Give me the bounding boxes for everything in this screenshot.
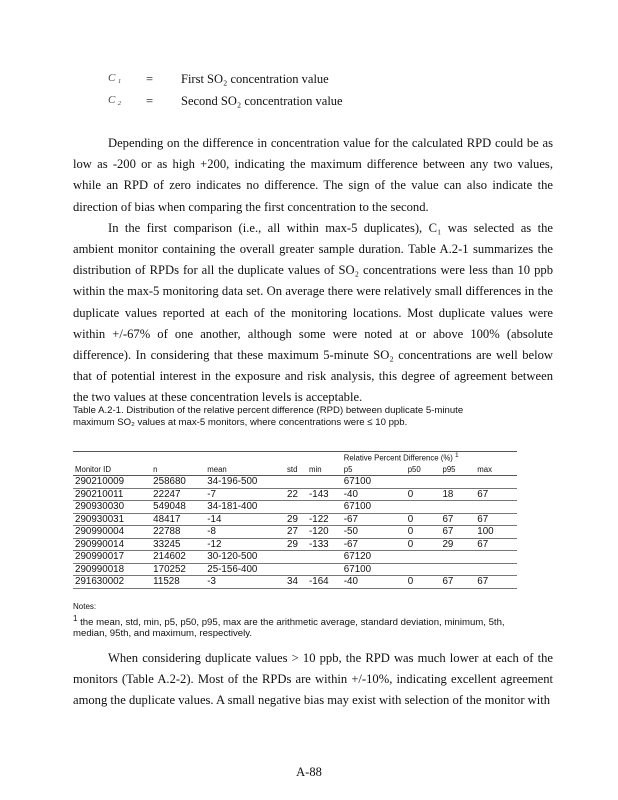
table-row [73,526,517,539]
table-row [73,538,517,551]
definition-text: First SO₂ concentration value [181,72,329,86]
column-header: p95 [440,464,475,476]
table-cell: 34-181-400 [205,501,285,514]
table-cell: 67 [440,526,475,539]
table-cell [475,563,517,576]
table-row [73,488,517,501]
notes-heading: Notes: [73,602,97,611]
table-cell [307,501,342,514]
table-cell: -120 [307,526,342,539]
table-cell: 291630002 [73,576,151,589]
table-cell [440,563,475,576]
table-cell: 67 [475,513,517,526]
table-cell: 29 [440,538,475,551]
column-header: std [285,464,307,476]
table-cell [285,501,307,514]
body-text-continued [73,648,553,712]
table-header-row [73,464,517,476]
table-cell [440,551,475,564]
table-row [73,513,517,526]
table-cell [307,476,342,489]
table-cell: 290210009 [73,476,151,489]
definition-c2 [0,94,618,112]
table-cell: -12 [205,538,285,551]
definition-symbol: C₂ [108,94,124,106]
table-cell: 290930031 [73,513,151,526]
table-cell [307,563,342,576]
table-cell: 290990017 [73,551,151,564]
column-header: min [307,464,342,476]
table-cell: 29 [285,538,307,551]
definition-symbol: C₁ [108,72,124,84]
paragraph: When considering duplicate values > 10 ppb, the RPD was much lower at each of the monitors (Table A.2-2). Most of the RPDs are within +/-10%, indicating excellent agreement among the duplicate values. A small negative bias may exist with selection of the monitor with [73,651,553,708]
table-cell: 0 [406,576,441,589]
column-header: Monitor ID [73,464,151,476]
table-row [73,551,517,564]
table-cell [307,551,342,564]
table-cell: 170252 [151,563,205,576]
definition-equals: = [146,72,154,86]
table-cell: 290930030 [73,501,151,514]
page-number: A-88 [296,765,322,779]
column-header: max [475,464,517,476]
table-cell [285,551,307,564]
table-group-header-row [73,452,517,464]
group-header [342,452,517,464]
table-cell: 67 [440,576,475,589]
table-cell: -8 [205,526,285,539]
table-cell: 11528 [151,576,205,589]
table-cell: -40 [342,488,406,501]
table-cell: -67 [342,513,406,526]
table-cell: -122 [307,513,342,526]
definition-text: Second SO₂ concentration value [181,94,343,108]
table-cell: 0 [406,526,441,539]
table-cell: 34 [285,576,307,589]
table-cell [406,563,441,576]
table-cell: -164 [307,576,342,589]
column-header: p50 [406,464,441,476]
table-cell: 67 [475,538,517,551]
table-cell: 29 [285,513,307,526]
table-cell: 0 [406,513,441,526]
table-cell: 67 [440,513,475,526]
table-cell: -50 [342,526,406,539]
notes-text [73,613,523,640]
column-header: mean [205,464,285,476]
paragraph: Depending on the difference in concentration value for the calculated RPD could be as low as -200 or as high +200, indicating the maximum difference between any two values, while an RPD of zero indicates no difference. The sign of the value can also indicate the direction of bias when comparing the first concentration to the second. [73,136,553,214]
table-cell [440,501,475,514]
table-cell [475,501,517,514]
table-cell: 67 [475,488,517,501]
column-header: n [151,464,205,476]
table-cell [475,476,517,489]
table-cell: 25-156-400 [205,563,285,576]
table-cell: 22247 [151,488,205,501]
table-cell [440,476,475,489]
table-cell: 258680 [151,476,205,489]
table-row [73,501,517,514]
table-cell: 0 [406,538,441,551]
table-cell: 67 [475,576,517,589]
table-cell: 33245 [151,538,205,551]
table-cell: 290990014 [73,538,151,551]
table-cell [406,501,441,514]
footnote-mark: 1 [455,452,459,460]
table-row [73,576,517,589]
table-row [73,476,517,489]
table-cell: 67120 [342,551,406,564]
footnote-mark: 1 [73,613,78,623]
column-header: p5 [342,464,406,476]
table-cell: 549048 [151,501,205,514]
table-cell [406,551,441,564]
table-cell: 34-196-500 [205,476,285,489]
table-cell: -40 [342,576,406,589]
table-caption: Table A.2-1. Distribution of the relative percent difference (RPD) between duplicate 5-minute maximum SO₂ values at max-5 monitors, where concentrations were ≤ 10 ppb. [73,405,464,428]
table-cell: -14 [205,513,285,526]
table-cell: 18 [440,488,475,501]
table-cell [285,563,307,576]
definition-c1 [0,72,618,90]
definition-equals: = [146,94,154,108]
table-cell: 290210011 [73,488,151,501]
table-row [73,563,517,576]
group-header-text: Relative Percent Difference (%) [343,454,453,464]
table-cell: 48417 [151,513,205,526]
table-cell: -133 [307,538,342,551]
table-cell [285,476,307,489]
table-cell: -67 [342,538,406,551]
table-cell: -3 [205,576,285,589]
table-cell: 27 [285,526,307,539]
table-cell [406,476,441,489]
body-text [73,133,553,409]
table-cell: 214602 [151,551,205,564]
table-cell: -7 [205,488,285,501]
table-cell: 100 [475,526,517,539]
table-cell: -143 [307,488,342,501]
table-cell: 67100 [342,563,406,576]
table-cell: 290990004 [73,526,151,539]
table-cell: 290990018 [73,563,151,576]
table-cell [475,551,517,564]
table-cell: 0 [406,488,441,501]
notes-text-body: the mean, std, min, p5, p50, p95, max are the arithmetic average, standard deviation, minimum, 5th, median, 95th, and maximum, respectively. [73,616,505,640]
paragraph: In the first comparison (i.e., all within max-5 duplicates), C₁ was selected as the ambient monitor containing the overall greater sample duration. Table A.2-1 summarizes the distribution of RPDs for all the duplicate values of SO₂ concentrations were less than 10 ppb within the max-5 monitoring data set. On average there were relatively small differences in the duplicate values reported at each of the monitoring locations. Most duplicate values were within +/-67% of one another, although some were noted at or above 100% (absolute difference). In considering that these maximum 5-minute SO₂ concentrations are well below that of potential interest in the exposure and risk analysis, this degree of agreement between the two values at these concentration levels is acceptable. [73,220,553,405]
table-cell: 22 [285,488,307,501]
table-notes [73,601,523,640]
table-cell: 22788 [151,526,205,539]
table-cell: 30-120-500 [205,551,285,564]
table-cell: 67100 [342,476,406,489]
rpd-table [73,451,517,589]
table-cell: 67100 [342,501,406,514]
